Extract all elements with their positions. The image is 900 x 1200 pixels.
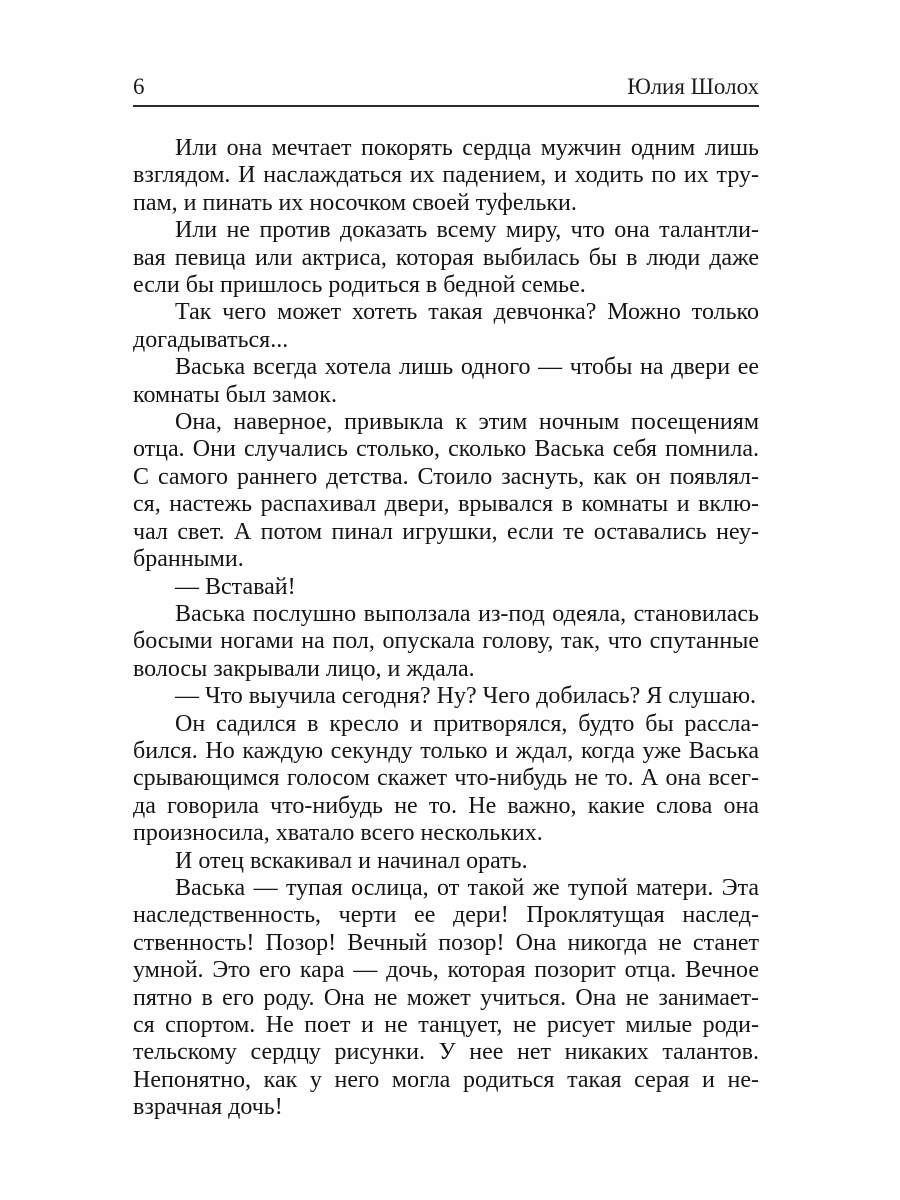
running-header xyxy=(133,74,759,100)
running-author: Юлия Шолох xyxy=(627,74,759,99)
page-content xyxy=(133,74,759,1122)
text-line: И отец вскакивал и начинал орать. xyxy=(175,847,528,874)
paragraph xyxy=(133,135,759,217)
paragraph xyxy=(133,299,759,354)
page-number: 6 xyxy=(133,74,145,99)
text-line: взглядом. И наслаждаться их падением, и ходить по их тру- xyxy=(133,162,759,189)
paragraph xyxy=(133,574,759,601)
paragraph xyxy=(133,354,759,409)
text-line: умной. Это его кара — дочь, которая позорит отца. Вечное xyxy=(133,957,759,984)
text-line: Она, наверное, привыкла к этим ночным посещениям xyxy=(175,409,759,436)
text-line: пятно в его роду. Она не может учиться. Она не занимает- xyxy=(133,984,759,1011)
text-line: бился. Но каждую секунду только и ждал, когда уже Васька xyxy=(133,737,759,764)
paragraph xyxy=(133,875,759,1122)
header-rule xyxy=(133,105,759,107)
body-text xyxy=(133,135,759,1122)
text-line: взрачная дочь! xyxy=(133,1094,283,1121)
text-line: — Вставай! xyxy=(175,573,296,600)
text-line: догадываться... xyxy=(133,326,289,353)
text-line: срывающимся голосом скажет что-нибудь не то. А она всег- xyxy=(133,765,759,792)
text-line: Васька — тупая ослица, от такой же тупой матери. Эта xyxy=(175,874,759,901)
text-line: если бы пришлось родиться в бедной семье. xyxy=(133,272,586,299)
text-line: Непонятно, как у него могла родиться такая серая и не- xyxy=(133,1066,759,1093)
text-line: тельскому сердцу рисунки. У нее нет никаких талантов. xyxy=(133,1039,759,1066)
text-line: вая певица или актриса, которая выбилась бы в люди даже xyxy=(133,244,759,271)
paragraph xyxy=(133,848,759,875)
text-line: босыми ногами на пол, опускала голову, так, что спутанные xyxy=(133,628,759,655)
paragraph xyxy=(133,409,759,573)
text-line: Или она мечтает покорять сердца мужчин одним лишь xyxy=(175,135,759,161)
text-line: Он садился в кресло и притворялся, будто бы рассла- xyxy=(175,710,759,737)
text-line: да говорила что-нибудь не то. Не важно, какие слова она xyxy=(133,792,759,819)
text-line: ся спортом. Не поет и не танцует, не рисует милые роди- xyxy=(133,1012,759,1038)
paragraph xyxy=(133,217,759,299)
paragraph xyxy=(133,711,759,848)
text-line: чал свет. А потом пинал игрушки, если те оставались неу- xyxy=(133,518,759,545)
paragraph xyxy=(133,683,759,710)
text-line: волосы закрывали лицо, и ждала. xyxy=(133,655,475,682)
text-line: комнаты был замок. xyxy=(133,381,337,408)
text-line: ся, настежь распахивал двери, врывался в комнаты и вклю- xyxy=(133,491,759,518)
text-line: наследственность, черти ее дери! Проклятущая наслед- xyxy=(133,902,759,929)
text-line: ственность! Позор! Вечный позор! Она никогда не станет xyxy=(133,929,759,956)
text-line: бранными. xyxy=(133,546,244,573)
text-line: Васька послушно выползала из-под одеяла, становилась xyxy=(175,600,759,627)
text-line: произносила, хватало всего нескольких. xyxy=(133,820,543,847)
text-line: пам, и пинать их носочком своей туфельки. xyxy=(133,189,577,216)
paragraph xyxy=(133,601,759,683)
text-line: Васька всегда хотела лишь одного — чтобы на двери ее xyxy=(175,354,759,381)
text-line: отца. Они случались столько, сколько Васька себя помнила. xyxy=(133,436,759,463)
text-line: С самого раннего детства. Стоило заснуть, как он появлял- xyxy=(133,463,759,490)
text-line: Или не против доказать всему миру, что она талантли- xyxy=(175,217,759,244)
text-line: Так чего может хотеть такая девчонка? Можно только xyxy=(175,299,759,326)
text-line: — Что выучила сегодня? Ну? Чего добилась? Я слушаю. xyxy=(175,683,756,710)
